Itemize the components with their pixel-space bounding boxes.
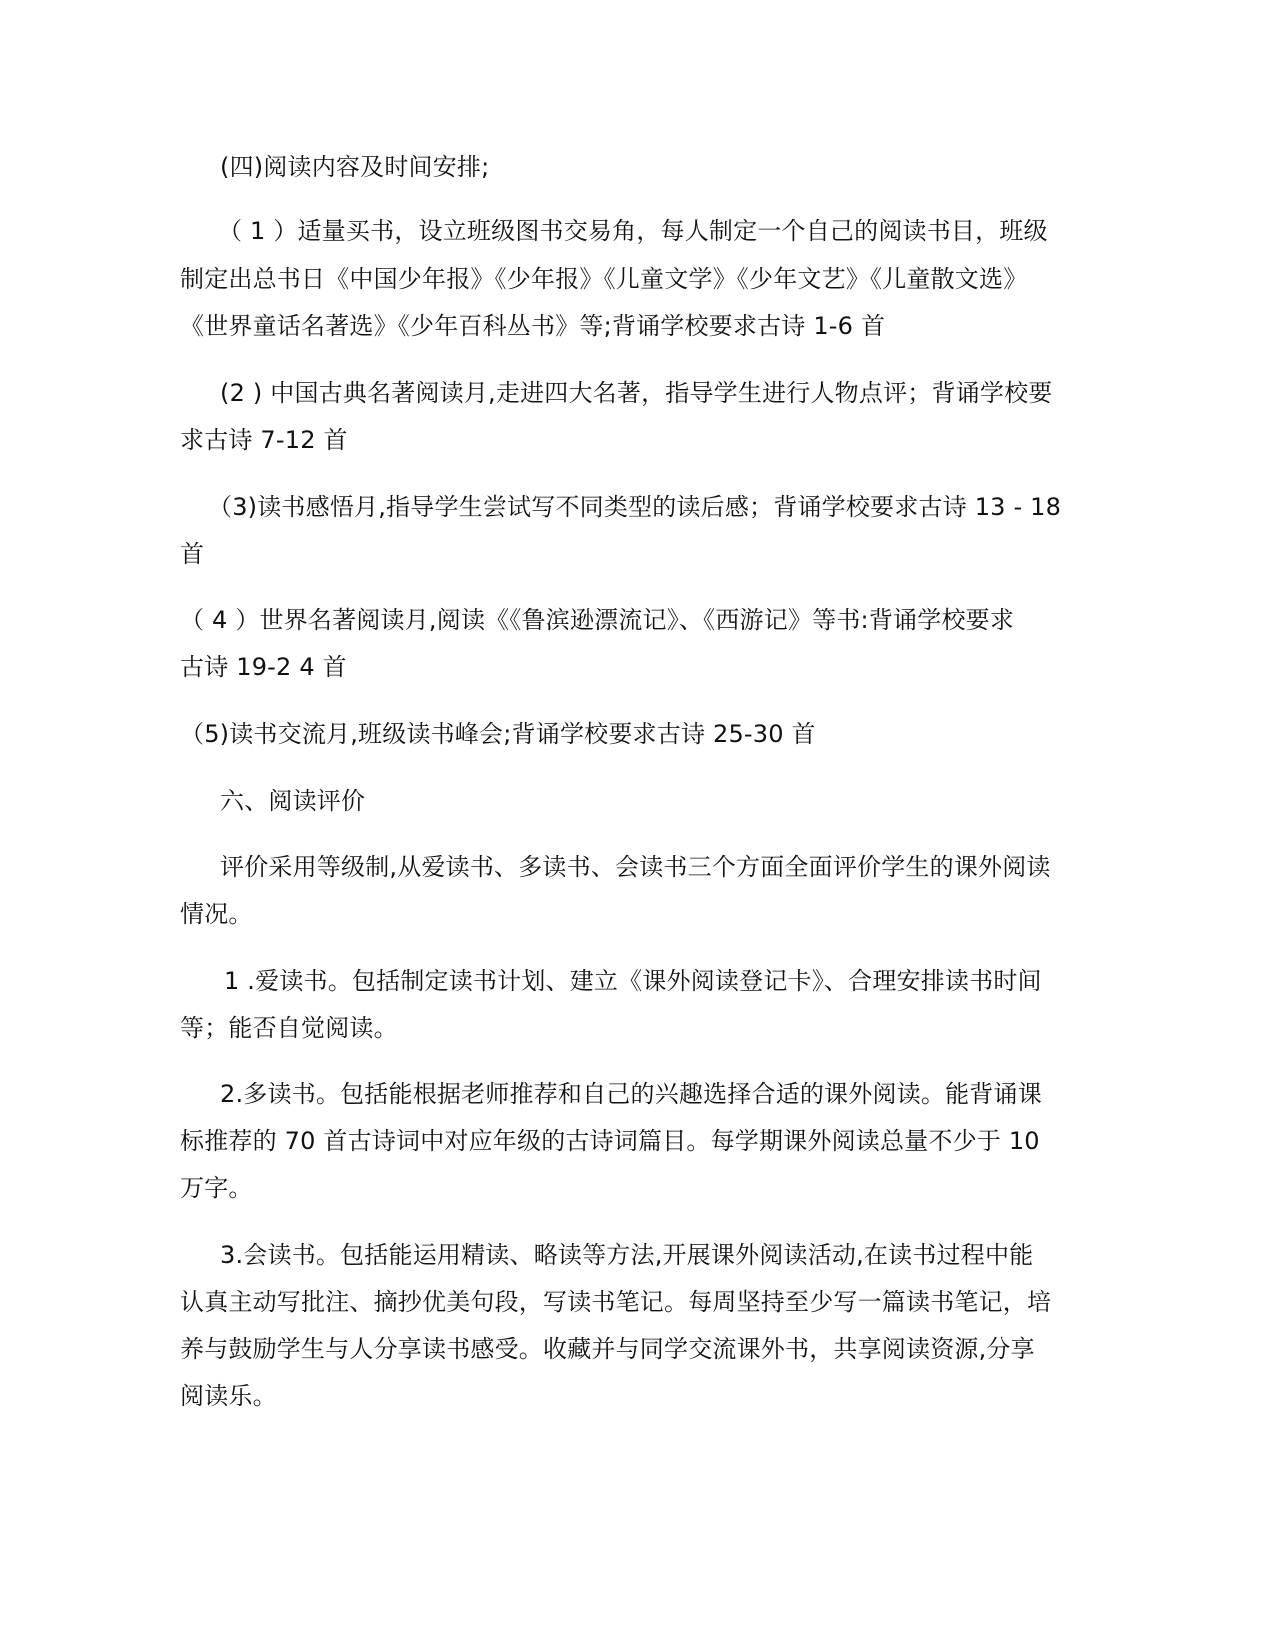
paragraph-line: 万字。 [180, 1174, 253, 1202]
paragraph-line: （ 1 ）适量买书，设立班级图书交易角，每人制定一个自己的阅读书目，班级 [218, 217, 1048, 245]
section-heading: 六、阅读评价 [220, 787, 366, 815]
paragraph-line: 首 [180, 540, 205, 568]
paragraph-line: 制定出总书日《中国少年报》《少年报》《儿童文学》《少年文艺》《儿童散文选》 [180, 265, 1028, 293]
paragraph-line: (2 ) 中国古典名著阅读月,走进四大名著，指导学生进行人物点评；背诵学校要 [220, 379, 1053, 407]
paragraph-line: 《世界童话名著选》《少年百科丛书》等;背诵学校要求古诗 1-6 首 [180, 312, 886, 340]
paragraph-line: 情况。 [180, 900, 253, 928]
heading-reading-schedule: (四)阅读内容及时间安排; [220, 153, 490, 181]
paragraph-line: 阅读乐。 [180, 1382, 277, 1410]
paragraph-line: 1 .爱读书。包括制定读书计划、建立《课外阅读登记卡》、合理安排读书时间 [224, 967, 1042, 995]
paragraph-line: 3.会读书。包括能运用精读、略读等方法,开展课外阅读活动,在读书过程中能 [220, 1241, 1034, 1269]
paragraph-line: 求古诗 7-12 首 [180, 426, 348, 454]
paragraph-line: 2.多读书。包括能根据老师推荐和自己的兴趣选择合适的课外阅读。能背诵课 [220, 1080, 1042, 1108]
paragraph-line: 等；能否自觉阅读。 [180, 1014, 398, 1042]
paragraph-line: （5)读书交流月,班级读书峰会;背诵学校要求古诗 25-30 首 [180, 720, 816, 748]
paragraph-line: 评价采用等级制,从爱读书、多读书、会读书三个方面全面评价学生的课外阅读 [220, 853, 1051, 881]
paragraph-line: （3)读书感悟月,指导学生尝试写不同类型的读后感；背诵学校要求古诗 13 - 18 [208, 493, 1062, 521]
paragraph-line: （ 4 ）世界名著阅读月,阅读《《鲁滨逊漂流记》、《西游记》等书:背诵学校要求 [180, 606, 1015, 634]
paragraph-line: 认真主动写批注、摘抄优美句段，写读书笔记。每周坚持至少写一篇读书笔记，培 [180, 1288, 1052, 1316]
paragraph-line: 养与鼓励学生与人分享读书感受。收藏并与同学交流课外书，共享阅读资源,分享 [180, 1335, 1035, 1363]
paragraph-line: 标推荐的 70 首古诗词中对应年级的古诗词篇目。每学期课外阅读总量不少于 10 [180, 1127, 1040, 1155]
paragraph-line: 古诗 19-2 4 首 [180, 653, 347, 681]
